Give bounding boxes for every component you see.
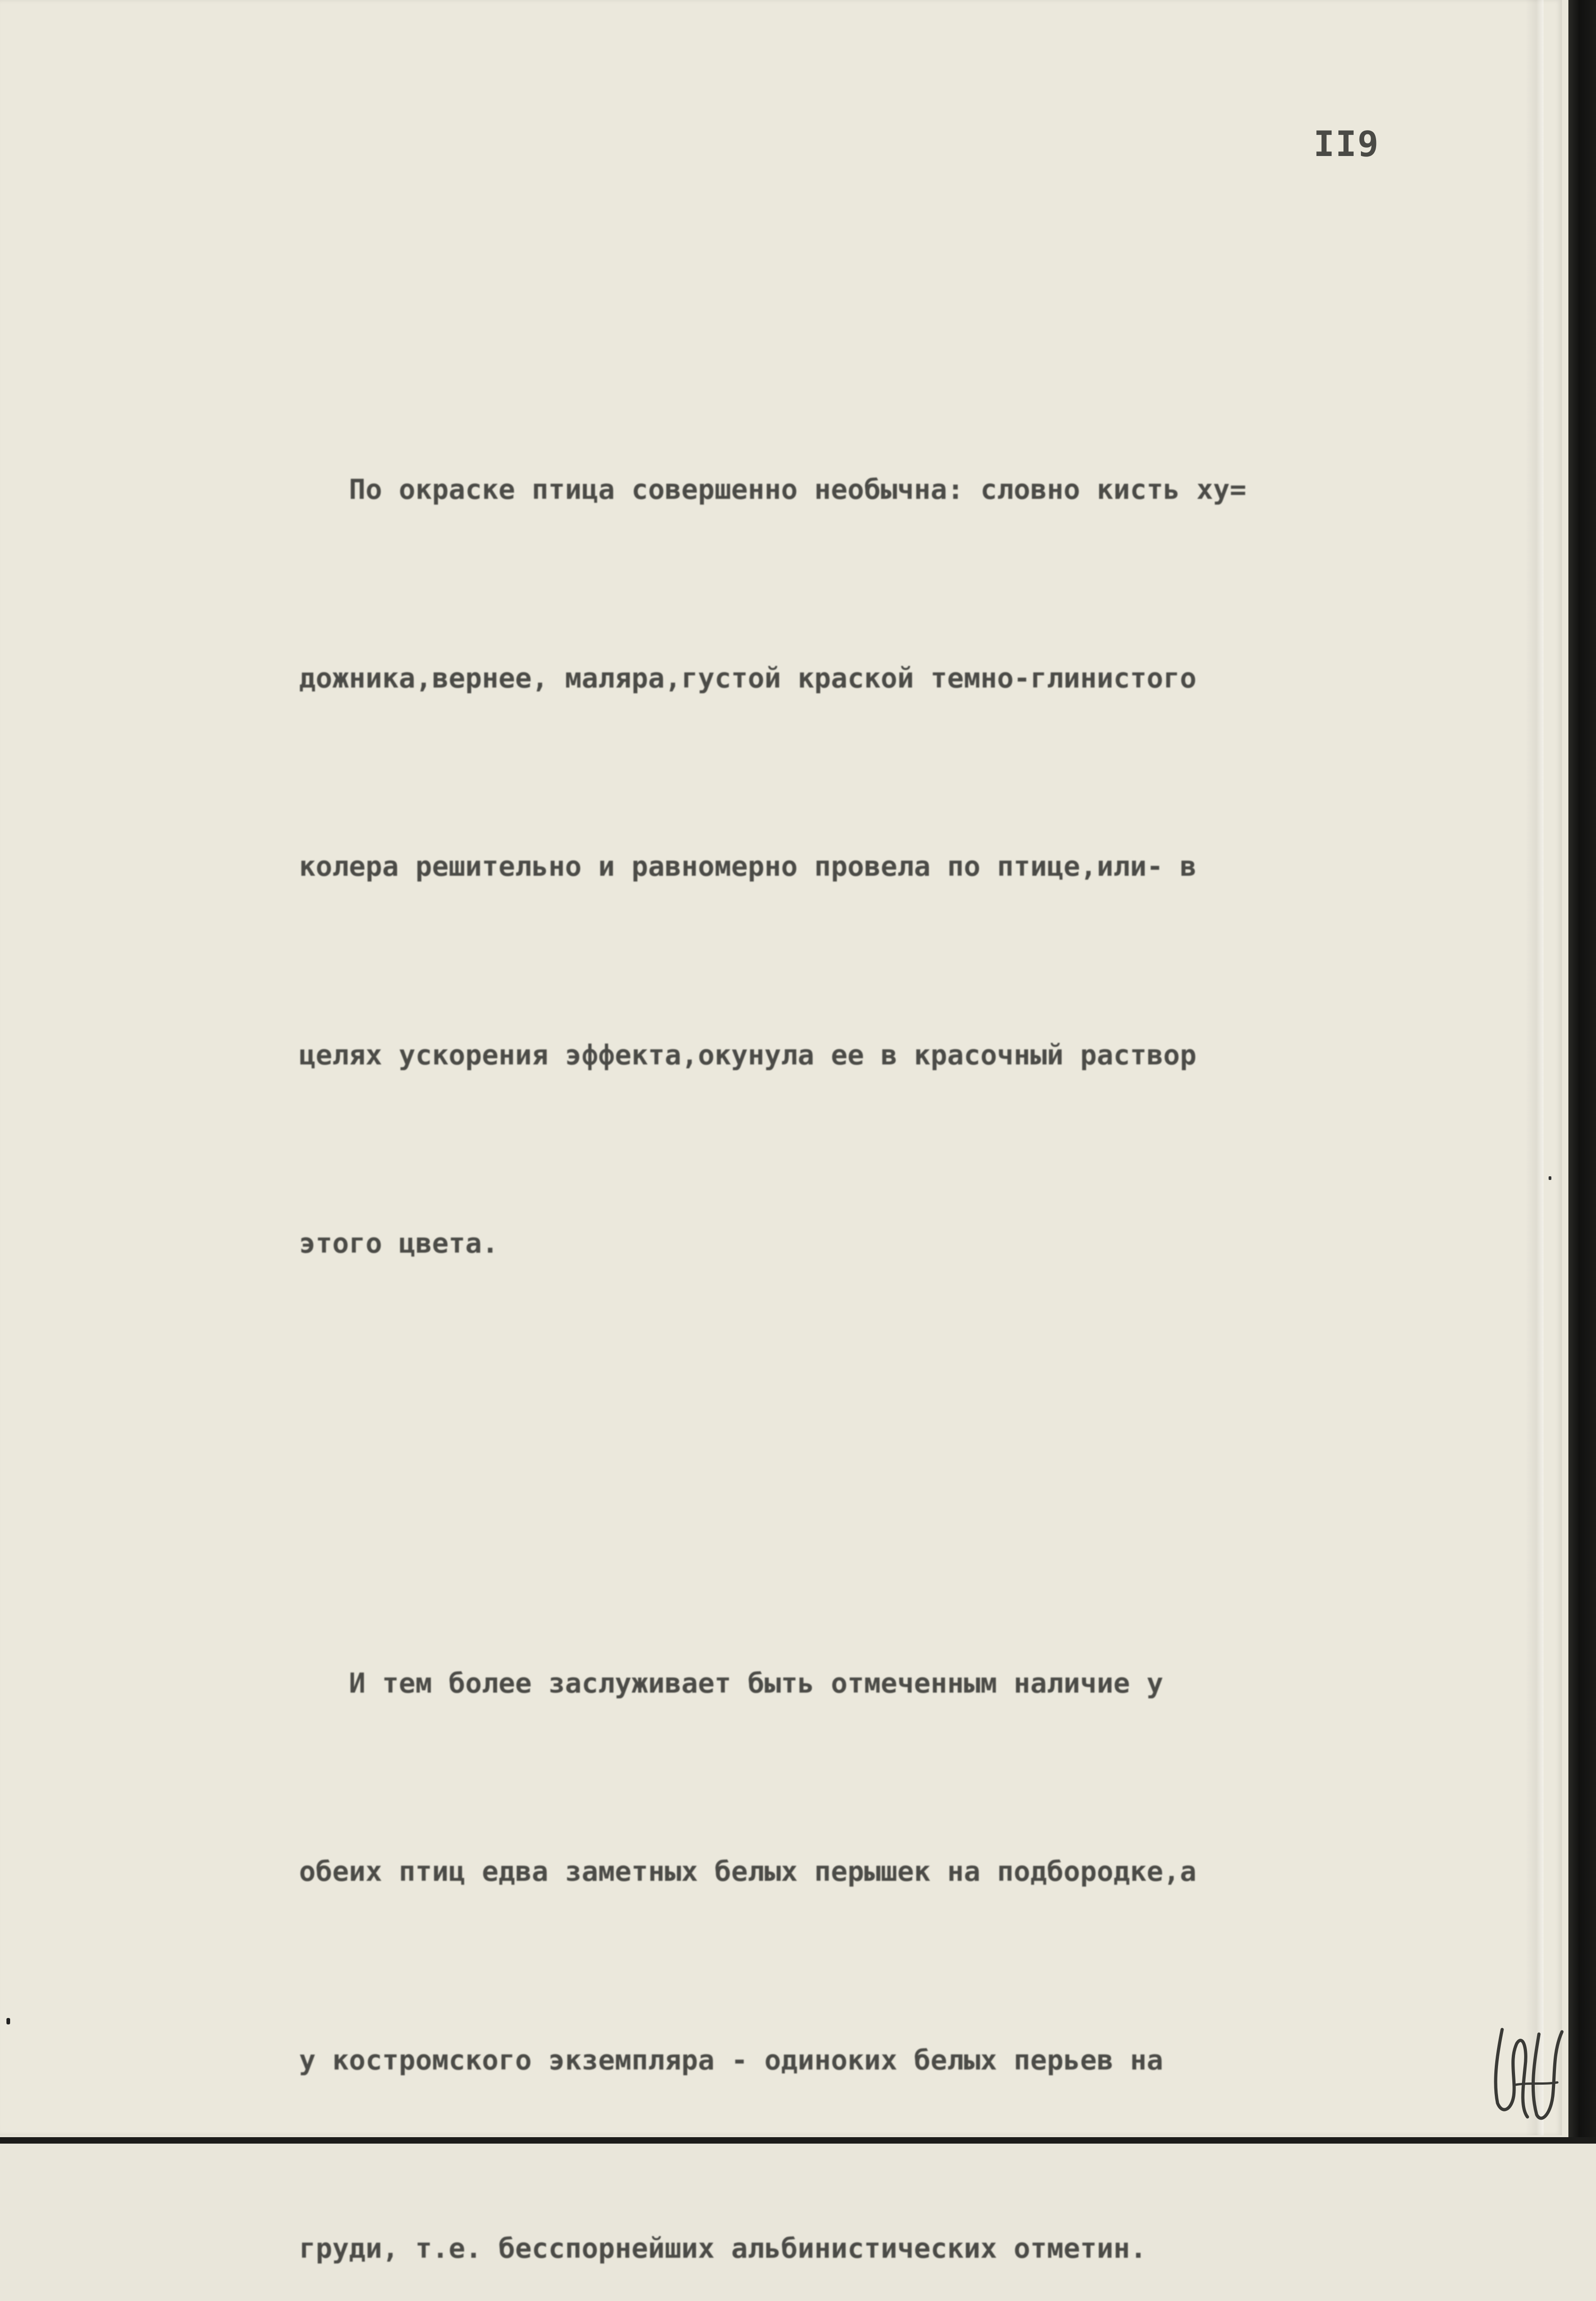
paragraph-1	[299, 333, 1477, 1401]
scanner-edge-bottom	[0, 2137, 1596, 2144]
typed-text-body	[299, 207, 1477, 2301]
text-line: И тем более заслуживает быть отмеченным наличие у	[299, 1652, 1477, 1715]
text-line: По окраске птица совершенно необычна: словно кисть ху=	[299, 458, 1477, 521]
text-line: целях ускорения эффекта,окунула ее в красочный раствор	[299, 1024, 1477, 1087]
text-line: колера решительно и равномерно провела по птице,или- в	[299, 835, 1477, 898]
page-number: II9	[1314, 123, 1379, 164]
page-fold-shadow	[1525, 0, 1544, 2135]
text-line: груди, т.е. бесспорнейших альбинистических отметин.	[299, 2217, 1477, 2280]
scan-speck	[1549, 1176, 1551, 1180]
text-line: у костромского экземпляра - одиноких белых перьев на	[299, 2029, 1477, 2092]
text-line: этого цвета.	[299, 1212, 1477, 1275]
scanner-edge	[1568, 0, 1596, 2144]
paragraph-2	[299, 1526, 1477, 2301]
scan-speck	[6, 2018, 10, 2024]
text-line: обеих птиц едва заметных белых перышек на подбородке,а	[299, 1840, 1477, 1903]
text-line: дожника,вернее, маляра,густой краской темно-глинистого	[299, 647, 1477, 710]
